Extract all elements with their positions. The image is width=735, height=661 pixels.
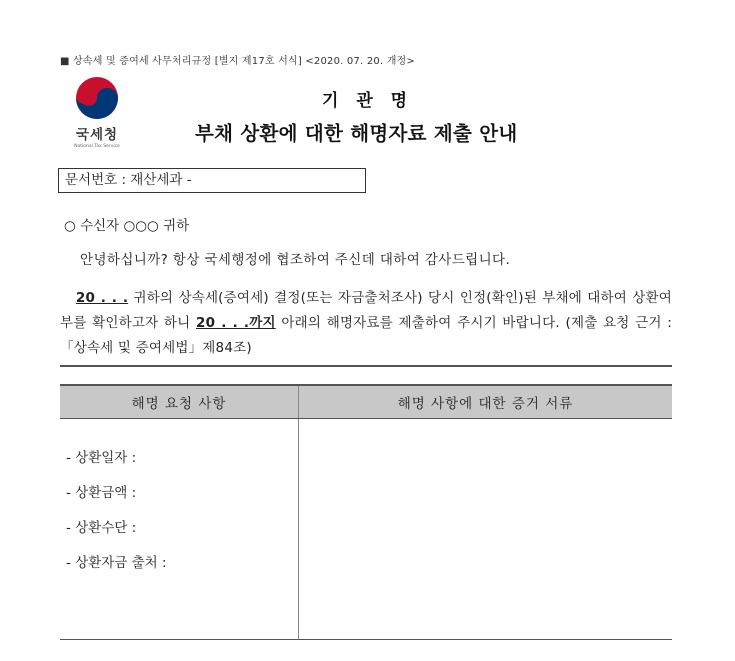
- item-repayment-date: - 상환일자 :: [66, 450, 137, 466]
- header-request-items: 해명 요청 사항: [60, 385, 299, 419]
- header-evidence-documents: 해명 사항에 대한 증거 서류: [299, 385, 673, 419]
- recipient-line: ○ 수신자 ○○○ 귀하: [64, 218, 190, 234]
- request-table: [60, 384, 672, 640]
- form-reference: ■ 상속세 및 증여세 사무처리규정 [별지 제17호 서식] <2020. 07. 20. 개정>: [60, 56, 415, 67]
- table-row: [60, 419, 672, 640]
- document-number-box: [58, 168, 366, 193]
- section-divider: [60, 365, 672, 367]
- document-number: 문서번호 : 재산세과 -: [65, 172, 192, 188]
- paragraph-text-1: 귀하의 상속세(증여세) 결정(또는 자금출처조사) 당시 인정(확인)된 부채에 대하여 상환여부를 확인하고자 하니: [60, 290, 673, 331]
- logo-english-text: National Tax Service: [74, 144, 120, 149]
- item-repayment-amount: - 상환금액 :: [66, 485, 137, 501]
- nts-emblem-icon: [75, 76, 119, 120]
- item-repayment-method: - 상환수단 :: [66, 520, 137, 536]
- org-title: 기 관 명: [322, 91, 414, 111]
- item-repayment-fund-source: - 상환자금 출처 :: [66, 555, 167, 571]
- table-header-row: [60, 385, 672, 419]
- paragraph-text-2: 아래의 해명자료를 제출하여 주시기 바랍니다. (제출 요청 근거 :「상속세 및 증여세법」제84조): [60, 315, 672, 356]
- deadline-date-1: 20 . . .: [75, 290, 129, 306]
- request-items-cell: [60, 419, 299, 640]
- evidence-documents-cell: [299, 419, 673, 640]
- deadline-date-2: 20 . . .까지: [196, 315, 276, 331]
- greeting-text: 안녕하십니까? 항상 국세행정에 협조하여 주신데 대하여 감사드립니다.: [80, 252, 511, 268]
- request-paragraph: [60, 286, 672, 361]
- logo-korean-text: 국세청: [75, 127, 119, 143]
- nts-logo: [64, 76, 130, 150]
- document-title: 부채 상환에 대한 해명자료 제출 안내: [195, 122, 518, 145]
